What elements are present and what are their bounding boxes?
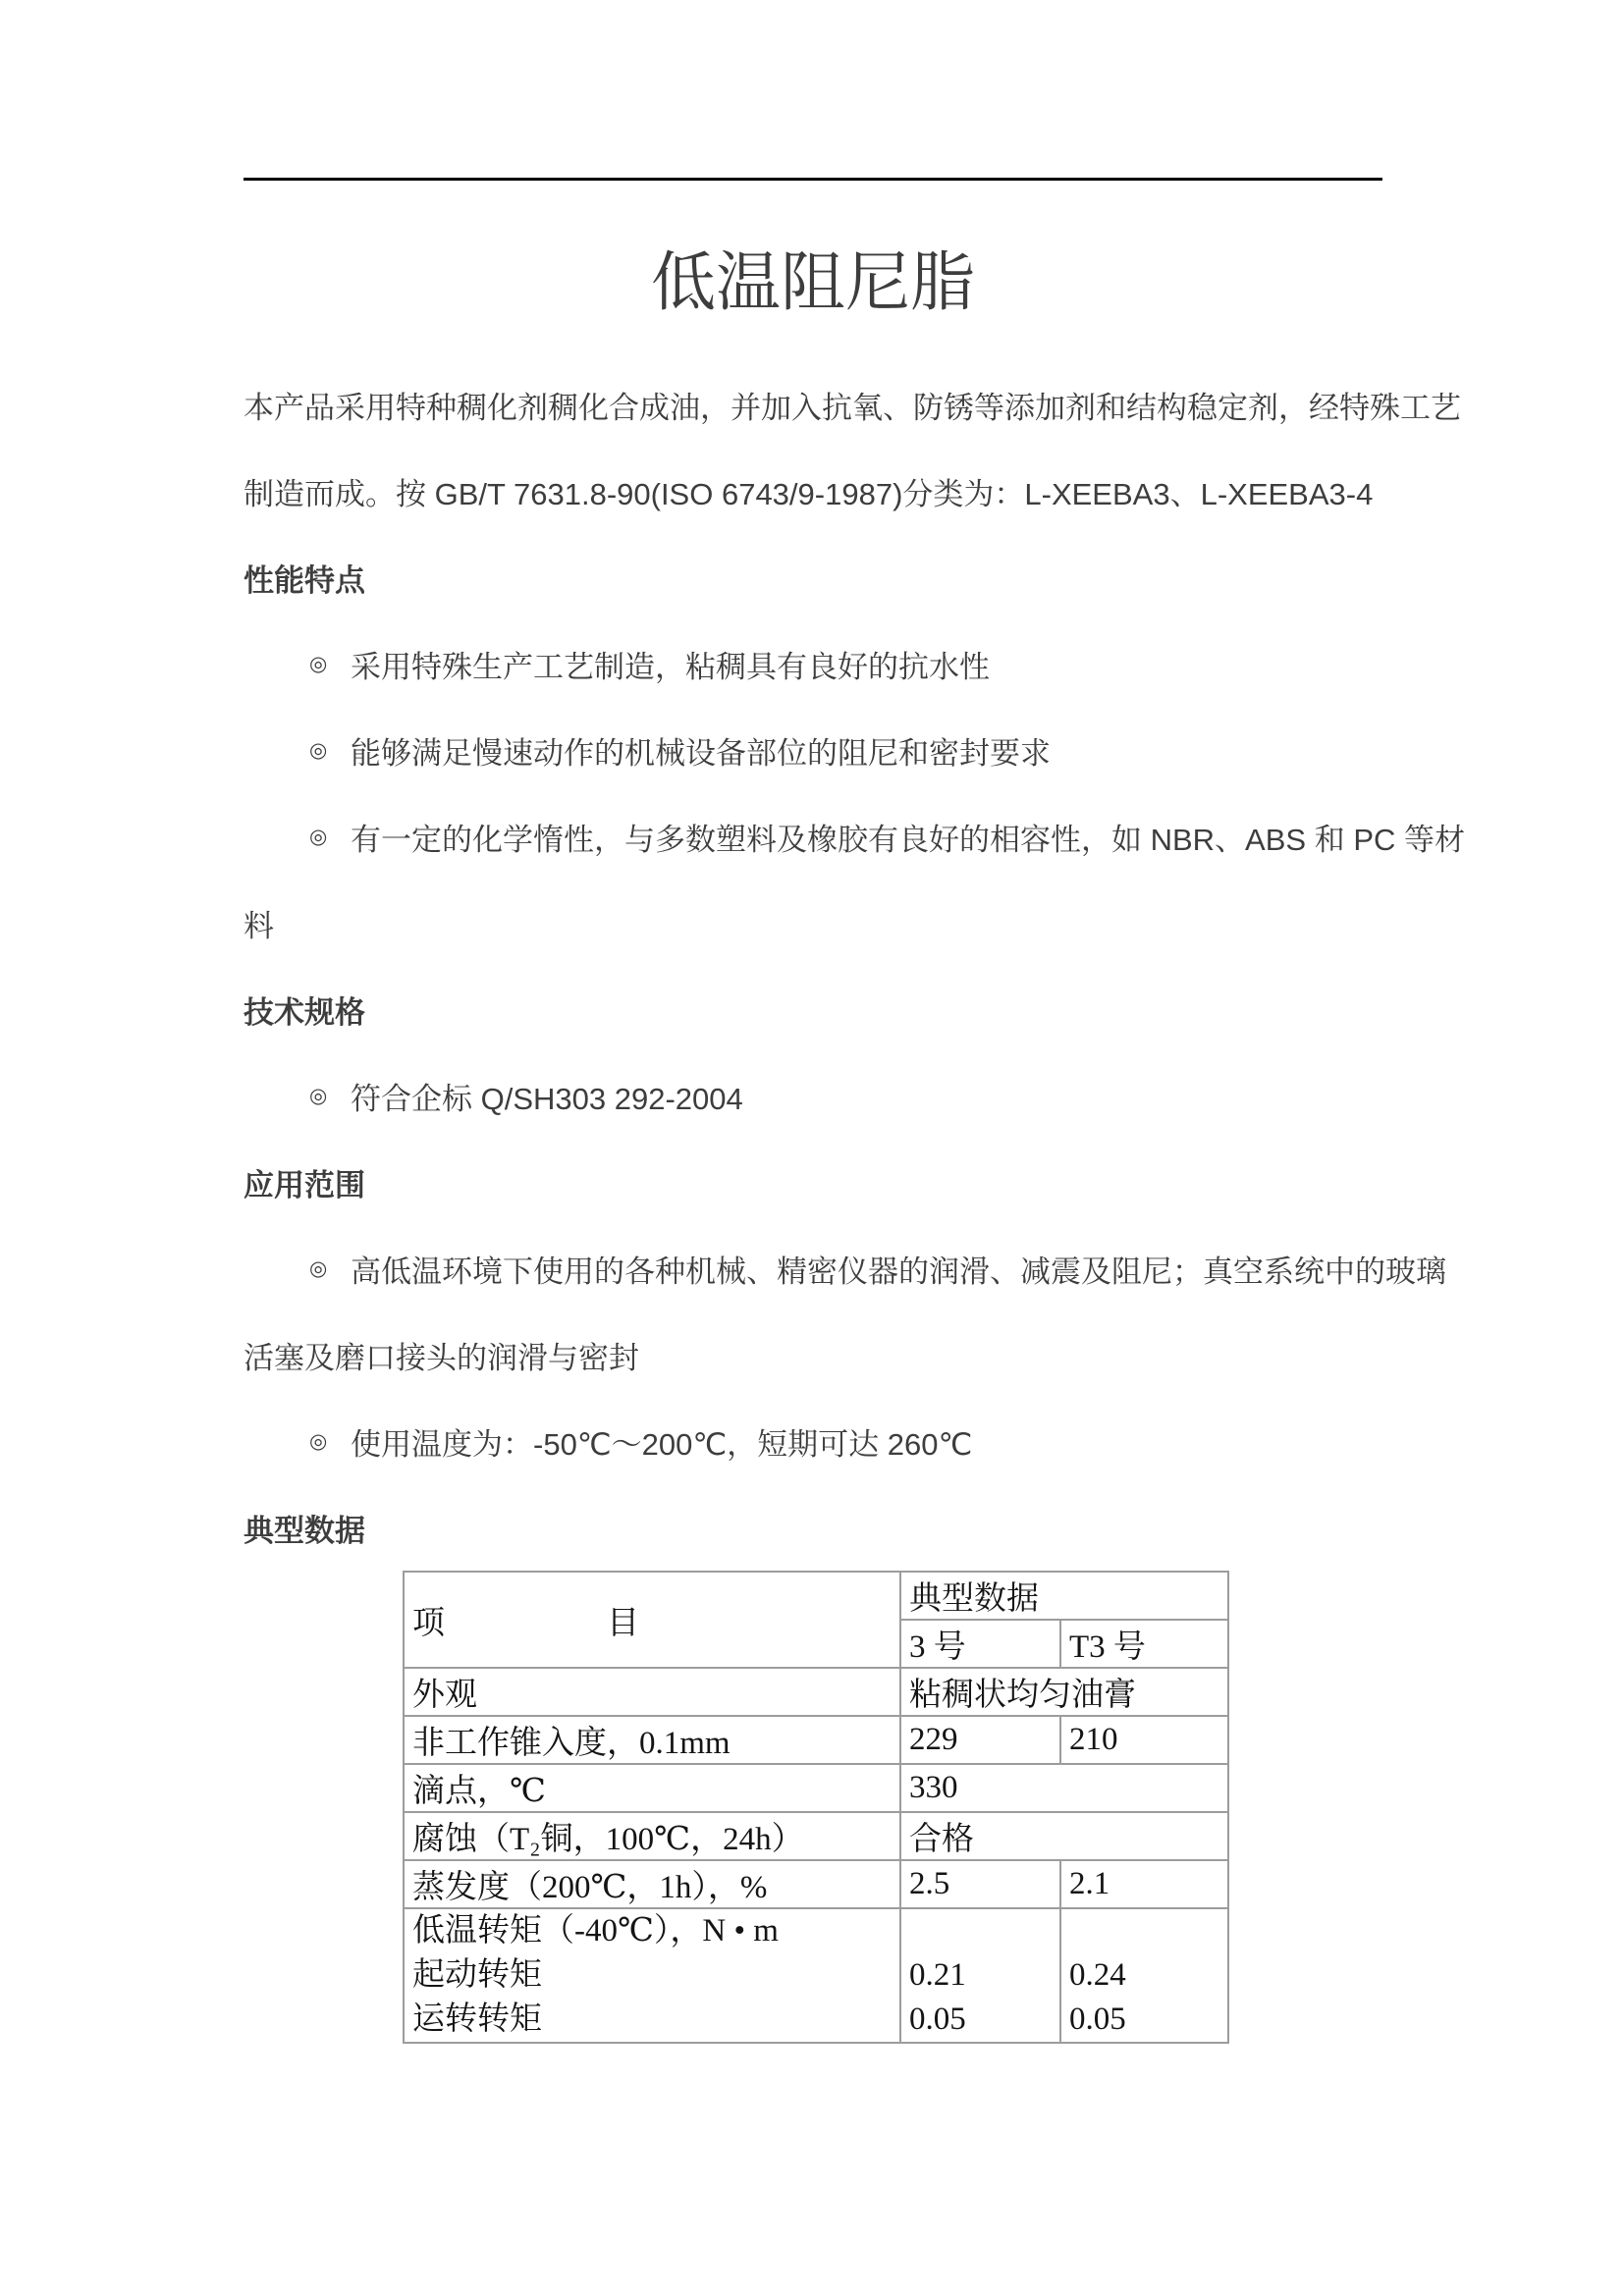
typical-data-table bbox=[403, 1571, 1229, 2044]
table-header-col-3: 3 号 bbox=[900, 1620, 1060, 1668]
table-cell-value: 2.5 bbox=[900, 1860, 1060, 1908]
bullet-icon: ◎ bbox=[309, 825, 328, 848]
table-cell-value: 330 bbox=[900, 1764, 1228, 1812]
torque-value-line bbox=[1069, 1909, 1219, 1953]
bullet-icon: ◎ bbox=[309, 1429, 328, 1453]
torque-value-line bbox=[909, 1909, 1052, 1953]
list-item bbox=[244, 793, 1465, 880]
section-heading-specs: 技术规格 bbox=[244, 994, 365, 1030]
table-header-group: 典型数据 bbox=[900, 1572, 1228, 1620]
intro-line-2: 制造而成。按 GB/T 7631.8-90(ISO 6743/9-1987)分类为：L-XEEBA3、L-XEEBA3-4 bbox=[244, 476, 1374, 511]
table-cell-value: 2.1 bbox=[1060, 1860, 1228, 1908]
torque-value-line: 0.21 bbox=[909, 1957, 966, 1993]
page-title: 低温阻尼脂 bbox=[651, 245, 975, 318]
top-rule bbox=[244, 178, 1382, 181]
list-item-text: 高低温环境下使用的各种机械、精密仪器的润滑、减震及阻尼；真空系统中的玻璃 bbox=[351, 1254, 1446, 1289]
list-item-text: 能够满足慢速动作的机械设备部位的阻尼和密封要求 bbox=[351, 735, 1051, 771]
table-cell-value bbox=[900, 1908, 1060, 2043]
bullet-icon: ◎ bbox=[309, 1084, 328, 1107]
table-cell-label: 蒸发度（200℃，1h），% bbox=[404, 1860, 900, 1908]
table-cell-label bbox=[404, 1908, 900, 2043]
bullet-icon: ◎ bbox=[309, 738, 328, 762]
table-row-corrosion bbox=[404, 1812, 1228, 1860]
list-item bbox=[244, 1052, 1382, 1139]
table-cell-value: 粘稠状均匀油膏 bbox=[900, 1668, 1228, 1716]
table-cell-label: 非工作锥入度，0.1mm bbox=[404, 1716, 900, 1764]
section-heading-typical-data: 典型数据 bbox=[244, 1513, 365, 1548]
table-cell-value: 229 bbox=[900, 1716, 1060, 1764]
list-item bbox=[244, 620, 1382, 707]
table-header-item: 项 目 bbox=[404, 1572, 900, 1668]
table-cell-label: 外观 bbox=[404, 1668, 900, 1716]
list-item-continuation: 料 bbox=[244, 908, 274, 943]
section-heading-applications: 应用范围 bbox=[244, 1167, 365, 1202]
table-row-penetration bbox=[404, 1716, 1228, 1764]
list-item-text: 使用温度为：-50℃～200℃，短期可达 260℃ bbox=[351, 1426, 973, 1462]
section-heading-features: 性能特点 bbox=[244, 562, 365, 598]
table-cell-label: 滴点，℃ bbox=[404, 1764, 900, 1812]
list-item-continuation: 活塞及磨口接头的润滑与密封 bbox=[244, 1340, 639, 1375]
torque-label-line: 低温转矩（-40℃），N • m bbox=[412, 1913, 779, 1949]
list-item-text: 符合企标 Q/SH303 292-2004 bbox=[351, 1081, 743, 1116]
table-row-drop-point bbox=[404, 1764, 1228, 1812]
list-item bbox=[244, 1225, 1446, 1311]
table-cell-value: 210 bbox=[1060, 1716, 1228, 1764]
list-item bbox=[244, 1398, 1382, 1484]
body-text-block bbox=[244, 361, 1465, 1571]
torque-value-line: 0.05 bbox=[909, 2002, 966, 2037]
table-row-low-temp-torque bbox=[404, 1908, 1228, 2043]
document-content bbox=[244, 178, 1465, 2044]
torque-value-line: 0.05 bbox=[1069, 2002, 1126, 2037]
table-cell-label: 腐蚀（T₂铜，100℃，24h） bbox=[404, 1812, 900, 1860]
table-row-appearance bbox=[404, 1668, 1228, 1716]
list-item-text: 有一定的化学惰性，与多数塑料及橡胶有良好的相容性，如 NBR、ABS 和 PC 等材 bbox=[351, 822, 1465, 857]
torque-label-line: 起动转矩 bbox=[412, 1957, 542, 1993]
table-row-evaporation bbox=[404, 1860, 1228, 1908]
list-item-text: 采用特殊生产工艺制造，粘稠具有良好的抗水性 bbox=[351, 649, 990, 684]
torque-value-line: 0.24 bbox=[1069, 1957, 1126, 1993]
bullet-icon: ◎ bbox=[309, 1256, 328, 1280]
list-item bbox=[244, 707, 1382, 793]
torque-label-line: 运转转矩 bbox=[412, 2002, 542, 2037]
table-cell-value bbox=[1060, 1908, 1228, 2043]
table-cell-value: 合格 bbox=[900, 1812, 1228, 1860]
intro-line-1: 本产品采用特种稠化剂稠化合成油，并加入抗氧、防锈等添加剂和结构稳定剂，经特殊工艺 bbox=[244, 390, 1461, 425]
table-header-row-1 bbox=[404, 1572, 1228, 1620]
table-header-col-t3: T3 号 bbox=[1060, 1620, 1228, 1668]
bullet-icon: ◎ bbox=[309, 652, 328, 675]
